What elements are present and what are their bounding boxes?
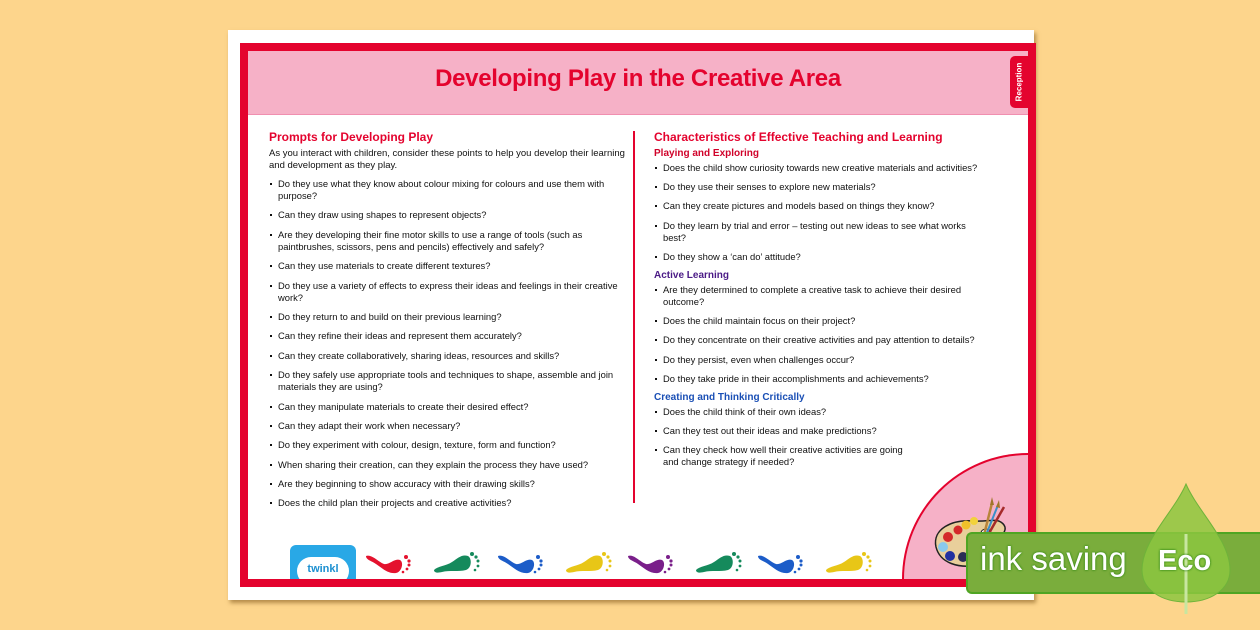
list-item: Do they concentrate on their creative activities and pay attention to details?	[654, 334, 984, 346]
footprint-icon	[824, 548, 876, 576]
list-item: Do they persist, even when challenges occur?	[654, 354, 984, 366]
list-item: Can they refine their ideas and represent them accurately?	[269, 330, 629, 342]
list-item: Do they learn by trial and error – testing out new ideas to see what works best?	[654, 220, 984, 244]
list-item: Can they use materials to create different textures?	[269, 260, 629, 272]
list-item: Does the child show curiosity towards new creative materials and activities?	[654, 162, 984, 174]
list-item: Can they draw using shapes to represent objects?	[269, 209, 629, 221]
prompts-column	[269, 130, 629, 517]
footprint-icon	[564, 548, 616, 576]
footprint-icon	[432, 548, 484, 576]
list-item: Do they show a ‘can do’ attitude?	[654, 251, 984, 263]
footprint-icon	[756, 548, 808, 576]
footprint-icon	[626, 548, 678, 576]
list-item: Do they safely use appropriate tools and techniques to shape, assemble and join materials they are using?	[269, 369, 629, 393]
worksheet-page	[228, 30, 1034, 600]
list-item: Do they use what they know about colour mixing for colours and use them with purpose?	[269, 178, 629, 202]
prompts-list	[269, 178, 629, 509]
creating-thinking-list	[654, 406, 904, 468]
list-item: Do they use their senses to explore new materials?	[654, 181, 984, 193]
footprint-icon	[496, 548, 548, 576]
list-item: Can they create pictures and models based on things they know?	[654, 200, 984, 212]
list-item: Are they determined to complete a creative task to achieve their desired outcome?	[654, 284, 984, 308]
reception-tab-label: Reception	[1014, 62, 1024, 102]
list-item: Are they beginning to show accuracy with their drawing skills?	[269, 478, 629, 490]
subheading-playing-exploring: Playing and Exploring	[654, 148, 760, 159]
list-item: Do they experiment with colour, design, texture, form and function?	[269, 439, 629, 451]
eco-label: Eco	[1158, 545, 1212, 577]
logo-cloud	[297, 557, 349, 585]
list-item: Can they adapt their work when necessary?	[269, 420, 629, 432]
page-title: Developing Play in the Creative Area	[435, 65, 841, 92]
list-item: Are they developing their fine motor skills to use a range of tools (such as paintbrushes, scissors, pens and pencils) effectively and safely?	[269, 229, 629, 253]
footprints-row	[364, 548, 884, 576]
logo-text: twinkl	[307, 563, 339, 575]
list-item: Does the child maintain focus on their project?	[654, 315, 984, 327]
list-item: Do they take pride in their accomplishments and achievements?	[654, 373, 984, 385]
footprint-icon	[364, 548, 416, 576]
subheading-active-learning: Active Learning	[654, 269, 730, 281]
twinkl-logo[interactable]	[290, 545, 356, 587]
list-item: Can they test out their ideas and make predictions?	[654, 425, 904, 437]
subheading-creating-thinking: Creating and Thinking Critically	[654, 391, 805, 403]
playing-exploring-list	[654, 162, 984, 263]
active-learning-list	[654, 284, 984, 385]
prompts-intro: As you interact with children, consider these points to help you develop their learning and development as they play.	[269, 148, 625, 171]
red-border-frame	[240, 43, 1036, 587]
reception-tab	[1010, 56, 1028, 108]
characteristics-column	[654, 130, 984, 475]
prompts-heading: Prompts for Developing Play	[269, 130, 434, 144]
list-item: When sharing their creation, can they explain the process they have used?	[269, 459, 629, 471]
footprint-icon	[694, 548, 746, 576]
list-item: Can they check how well their creative activities are going and change strategy if needed?	[654, 444, 904, 468]
list-item: Do they use a variety of effects to express their ideas and feelings in their creative work?	[269, 280, 629, 304]
column-divider	[633, 131, 635, 503]
characteristics-heading: Characteristics of Effective Teaching and Learning	[654, 130, 943, 144]
ink-saving-label: ink saving	[980, 540, 1127, 577]
list-item: Do they return to and build on their previous learning?	[269, 311, 629, 323]
list-item: Can they create collaboratively, sharing ideas, resources and skills?	[269, 350, 629, 362]
list-item: Can they manipulate materials to create their desired effect?	[269, 401, 629, 413]
list-item: Does the child plan their projects and creative activities?	[269, 497, 629, 509]
list-item: Does the child think of their own ideas?	[654, 406, 904, 418]
title-banner	[248, 51, 1028, 115]
